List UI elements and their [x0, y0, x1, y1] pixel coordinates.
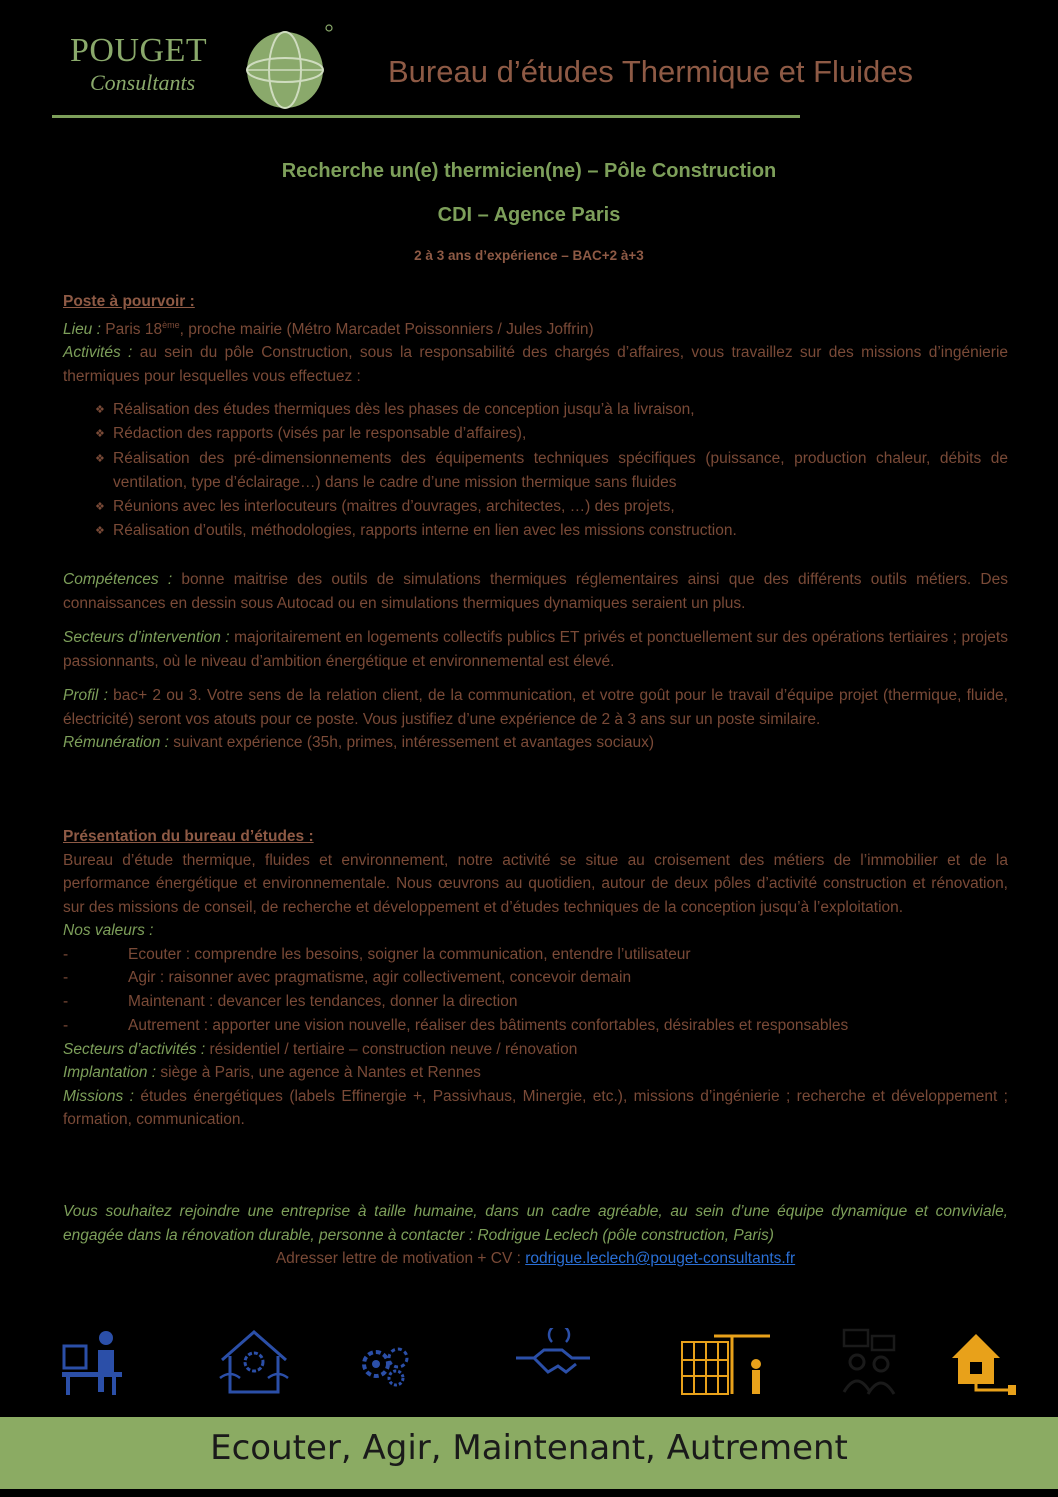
field-label: Activités :	[63, 344, 133, 362]
field-label: Implantation :	[63, 1064, 157, 1082]
list-item: ❖ Réunions avec les interlocuteurs (maitres d’ouvrages, architectes, …) des projets,	[63, 495, 1008, 519]
profil-line	[63, 684, 1008, 731]
list-item: - Ecouter : comprendre les besoins, soigner la communication, entendre l’utilisateur	[63, 943, 1008, 967]
job-experience: 2 à 3 ans d’expérience – BAC+2 à+3	[414, 248, 644, 263]
activites-list	[63, 398, 1008, 544]
job-contract: CDI – Agence Paris	[437, 204, 621, 226]
bullet-icon: ❖	[95, 452, 105, 465]
list-item: - Autrement : apporter une vision nouvelle, réaliser des bâtiments confortables, désirables et responsables	[63, 1014, 1008, 1038]
page-title: Bureau d’études Thermique et Fluides	[388, 54, 914, 89]
lieu-value: Paris 18	[105, 320, 163, 338]
lieu-value-rest: , proche mairie (Métro Marcadet Poissonniers / Jules Joffrin)	[179, 320, 594, 338]
competences-value: bonne maitrise des outils de simulations thermiques réglementaires ainsi que des différents outils métiers. Des connaissances en dessin sous Autocad ou en simulations thermiques dynamiques seraient un plus.	[63, 571, 1008, 612]
footer-slogan: Ecouter, Agir, Maintenant, Autrement	[210, 1428, 848, 1468]
bureau-section	[63, 825, 1008, 1132]
email-link[interactable]: rodrigue.leclech@pouget-consultants.fr	[525, 1250, 796, 1267]
bullet-icon: ❖	[95, 428, 105, 441]
header-divider	[52, 115, 800, 118]
logo-subtitle: Consultants	[90, 70, 196, 95]
field-label: Profil :	[63, 687, 108, 704]
competences-line	[63, 568, 1008, 615]
field-label: Missions :	[63, 1087, 134, 1105]
dash-marker: -	[63, 945, 69, 963]
section-heading: Poste à pourvoir :	[63, 293, 195, 310]
secteurs-activites-line: Secteurs d’activités : résidentiel / tertiaire – construction neuve / rénovation	[63, 1040, 578, 1058]
dash-marker: -	[63, 1016, 69, 1034]
list-item: ❖ Réalisation des pré-dimensionnements des équipements techniques spécifiques (puissance, production chaleur, débits de ventilation, type d’éclairage…) dans le cadre d’une mission thermique sans fluides	[63, 447, 1008, 496]
house-plug-icon	[948, 1328, 1020, 1396]
house-gear-icon	[214, 1328, 294, 1396]
field-label: Secteurs d’activités :	[63, 1040, 206, 1058]
globe-icon	[227, 22, 337, 114]
remuneration-line	[63, 731, 1008, 755]
list-item: - Agir : raisonner avec pragmatisme, agir collectivement, concevoir demain	[63, 966, 1008, 990]
list-item: - Maintenant : devancer les tendances, donner la direction	[63, 990, 1008, 1014]
list-item: ❖ Réalisation d’outils, méthodologies, rapports interne en lien avec les missions construction.	[63, 519, 1008, 543]
field-label: Compétences :	[63, 571, 173, 588]
section-heading: Présentation du bureau d’études :	[63, 828, 314, 845]
poste-section	[63, 290, 1008, 388]
gears-icon	[358, 1328, 414, 1396]
contact-pitch: Vous souhaitez rejoindre une entreprise à taille humaine, dans un cadre agréable, au sein d’une équipe dynamique et conviviale, engagée dans la rénovation durable, personne à contacter : Rodrigue Leclech (pôle construction, Paris)	[63, 1203, 1008, 1244]
profil-value: bac+ 2 ou 3. Votre sens de la relation client, de la communication, et votre goût pour le travail d’équipe projet (thermique, fluide, électricité) seront vos atouts pour ce poste. Vous justifiez d’une expérience de 2 à 3 ans sur un poste similaire.	[63, 687, 1008, 728]
list-item: ❖ Réalisation des études thermiques dès les phases de conception jusqu’à la livraison,	[63, 398, 1008, 422]
dash-marker: -	[63, 993, 69, 1011]
secteurs-value: majoritairement en logements collectifs publics ET privés et ponctuellement sur des opérations tertiaires ; projets passionnants, où le niveau d’ambition énergétique et environnemental est élevé.	[63, 629, 1008, 670]
send-prefix: Adresser lettre de motivation + CV :	[275, 1250, 521, 1267]
bullet-icon: ❖	[95, 501, 105, 514]
activites-value: au sein du pôle Construction, sous la responsabilité des chargés d’affaires, vous travaillez sur des missions d’ingénierie thermiques pour lesquelles vous effectuez :	[63, 344, 1009, 385]
desk-worker-icon	[62, 1328, 128, 1396]
contact-block	[63, 1200, 1008, 1271]
bullet-icon: ❖	[95, 525, 105, 538]
secteurs-intervention-line	[63, 626, 1008, 673]
meeting-people-icon	[840, 1328, 898, 1396]
list-item: ❖ Rédaction des rapports (visés par le responsable d’affaires),	[63, 422, 1008, 446]
handshake-icon	[512, 1328, 594, 1396]
implantation-line: Implantation : siège à Paris, une agence à Nantes et Rennes	[63, 1064, 481, 1082]
activites-line	[63, 341, 1008, 388]
lieu-sup: ème	[162, 319, 180, 330]
logo-name: POUGET	[70, 32, 208, 69]
dash-marker: -	[63, 969, 69, 987]
field-label: Lieu :	[63, 320, 101, 338]
remuneration-value: suivant expérience (35h, primes, intéressement et avantages sociaux)	[173, 734, 655, 751]
send-line	[63, 1247, 1008, 1271]
company-logo	[62, 20, 337, 115]
field-label: Secteurs d’intervention :	[63, 629, 230, 646]
construction-crane-icon	[680, 1328, 772, 1396]
lieu-line	[63, 314, 1008, 342]
valeurs-label: Nos valeurs :	[63, 922, 154, 939]
missions-line: Missions : études énergétiques (labels Effinergie +, Passivhaus, Minergie, etc.), missions d’ingénierie ; recherche et développement ; formation, communication.	[63, 1087, 1008, 1129]
bullet-icon: ❖	[95, 404, 105, 416]
field-label: Rémunération :	[63, 734, 169, 751]
bureau-intro: Bureau d’étude thermique, fluides et environnement, notre activité se situe au croisement des métiers de l’immobilier et de la performance énergétique et environnementale. Nous œuvrons au quotidien, autour de deux pôles d’activité construction et rénovation, sur des missions de conseil, de recherche et développement et d’études techniques de la conception jusqu’à l’exploitation.	[63, 851, 1008, 916]
job-title: Recherche un(e) thermicien(ne) – Pôle Construction	[281, 160, 777, 182]
profil-block	[63, 684, 1008, 755]
